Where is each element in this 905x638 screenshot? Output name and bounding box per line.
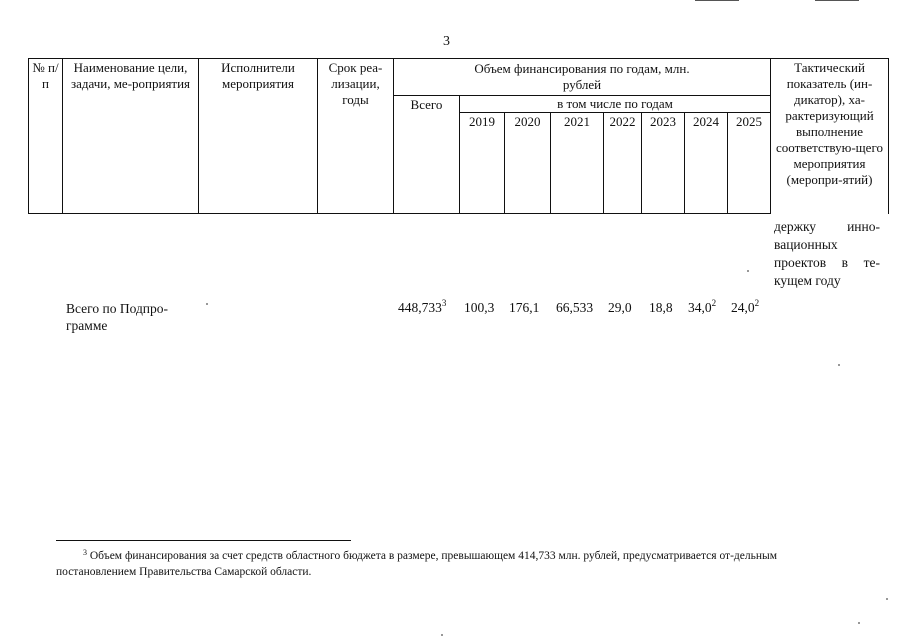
header-term: Срок реа-лизации, годы — [318, 59, 394, 214]
indicator-line: держку инно- — [774, 219, 880, 234]
indicator-line: проектов в те- — [774, 255, 880, 270]
year-value: 24,0$^2$ — [731, 298, 760, 315]
header-by-years: в том числе по годам — [460, 96, 771, 113]
page-number: 3 — [443, 34, 450, 49]
scan-speck — [886, 598, 888, 600]
year-value: 66,533 — [556, 300, 594, 315]
year-value: 176,1 — [509, 300, 540, 315]
scan-speck — [858, 622, 860, 624]
header-year: 2019 — [460, 113, 505, 214]
header-total: Всего — [394, 96, 460, 214]
header-indicator: Тактический показатель (ин-дикатор), ха-рактеризующий выполнение соответствую-щего мероприятия (меропри-ятий) — [771, 59, 889, 214]
footnote: $^3$ Объем финансирования за счет средств областного бюджета в размере, превышающем 414,733 млн. рублей, предусматривается от-дельным постановлением Правительства Самарской области. — [56, 548, 777, 578]
scan-speck — [441, 634, 443, 636]
header-year: 2021 — [551, 113, 604, 214]
total-row-label: Всего по Подпро-грамме — [66, 301, 169, 333]
scan-speck — [206, 303, 208, 305]
top-rule-right — [815, 0, 859, 1]
header-year: 2022 — [604, 113, 642, 214]
year-value: 34,0$^2$ — [688, 298, 717, 315]
header-name: Наименование цели, задачи, ме-роприятия — [63, 59, 199, 214]
indicator-continuation — [774, 218, 880, 290]
footnote-rule — [56, 540, 351, 541]
year-value: 100,3 — [464, 300, 495, 315]
header-year: 2023 — [642, 113, 685, 214]
header-funding: Объем финансирования по годам, млн. рублей — [394, 59, 771, 96]
scan-speck — [838, 364, 840, 366]
header-year: 2020 — [505, 113, 551, 214]
funding-table-header — [28, 58, 889, 214]
header-num: № п/п — [29, 59, 63, 214]
scan-speck — [747, 270, 749, 272]
year-value: 18,8 — [649, 300, 673, 315]
top-rule-left — [695, 0, 739, 1]
header-executors: Исполнители мероприятия — [199, 59, 318, 214]
indicator-line: кущем году — [774, 273, 841, 288]
header-year: 2024 — [685, 113, 728, 214]
year-value: 29,0 — [608, 300, 632, 315]
total-value: 448,733$^3$ — [398, 298, 447, 315]
header-year: 2025 — [728, 113, 771, 214]
indicator-line: вационных — [774, 237, 838, 252]
